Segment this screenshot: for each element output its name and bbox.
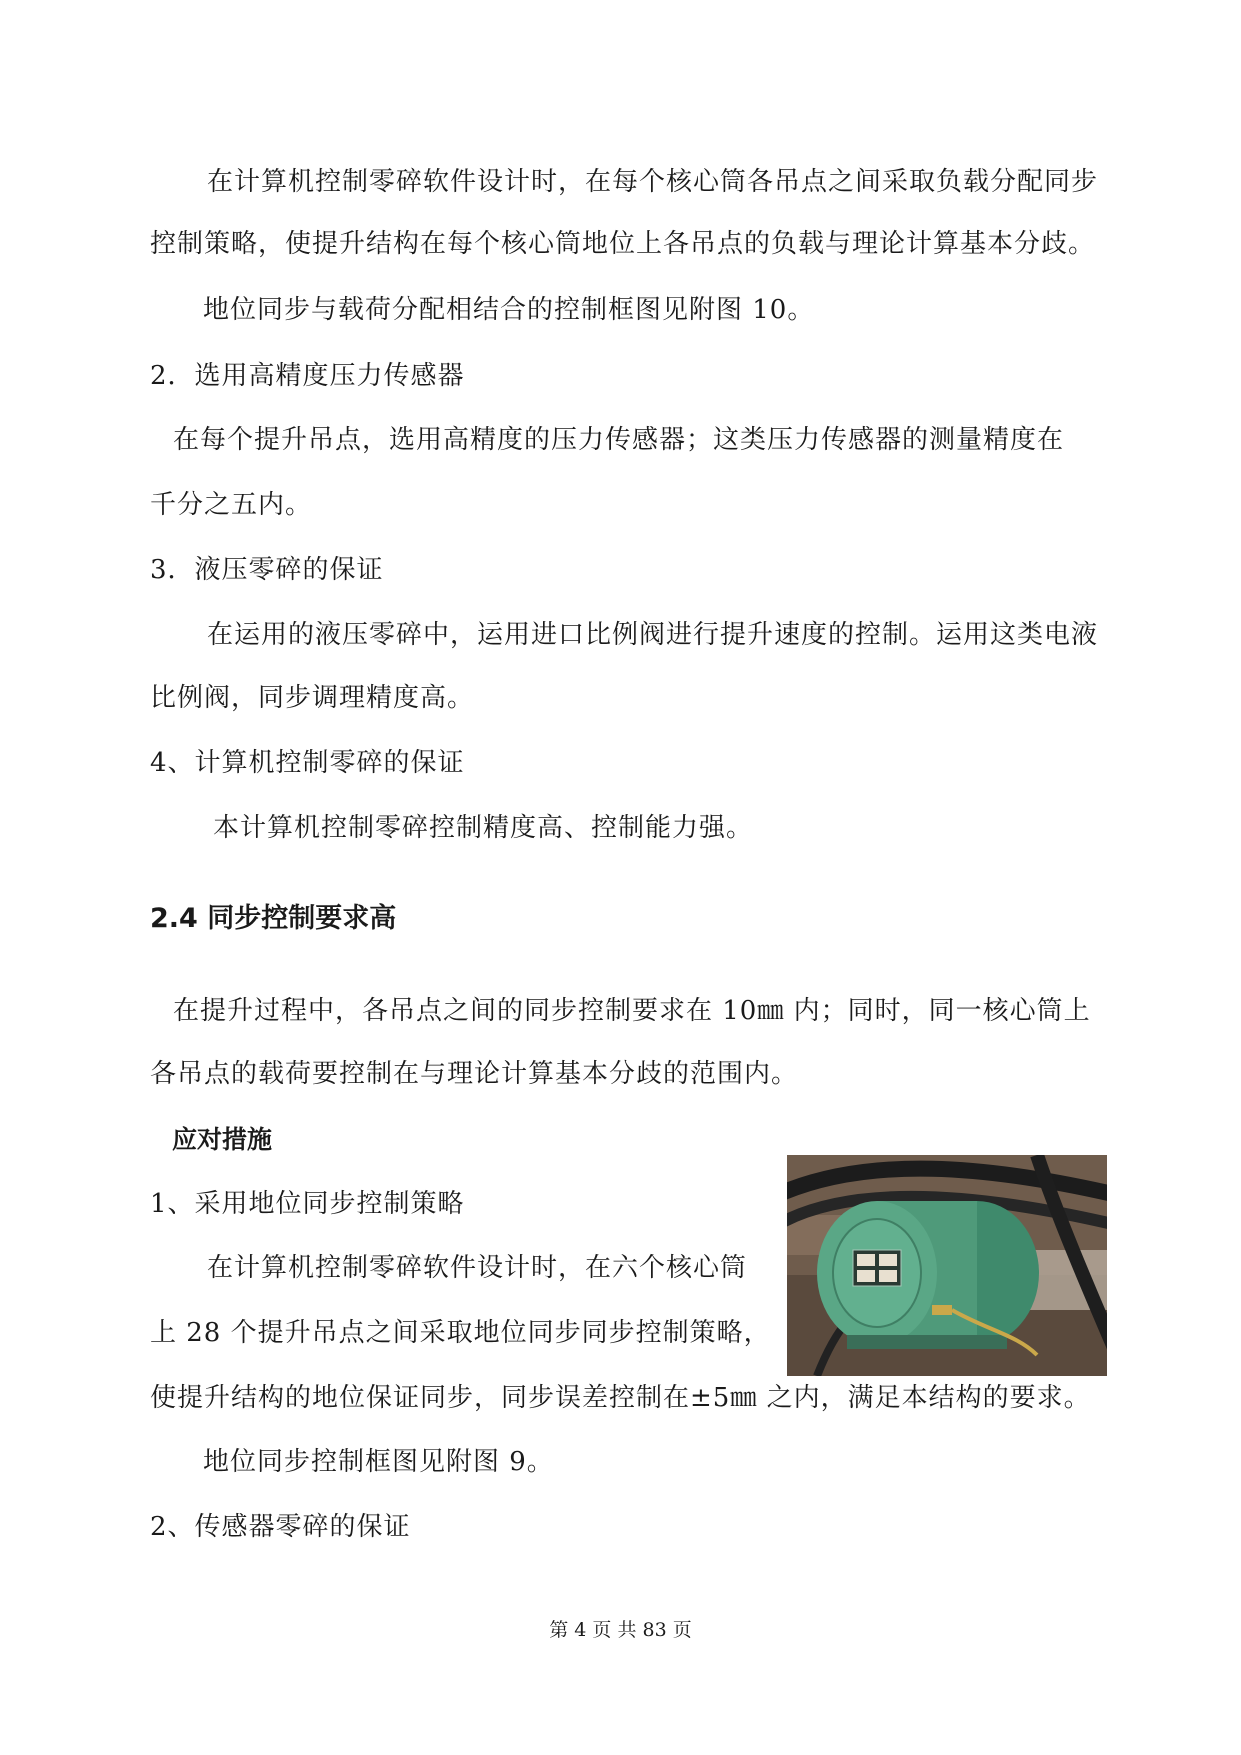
subheading: 应对措施 (172, 1125, 273, 1154)
paragraph-line: 在计算机控制零碎软件设计时，在每个核心筒各吊点之间采取负载分配同步 (207, 167, 1099, 197)
paragraph-line: 在提升过程中，各吊点之间的同步控制要求在 10㎜ 内；同时，同一核心筒上 (173, 996, 1091, 1026)
pressure-sensor-photo (787, 1155, 1107, 1376)
section-heading: 2.4 同步控制要求高 (150, 903, 397, 934)
list-item-title: 4、计算机控制零碎的保证 (150, 748, 465, 778)
paragraph-line: 各吊点的载荷要控制在与理论计算基本分歧的范围内。 (150, 1059, 799, 1089)
paragraph-line: 比例阀，同步调理精度高。 (150, 683, 475, 713)
list-item-title: 1、采用地位同步控制策略 (150, 1189, 465, 1219)
paragraph-line: 地位同步与载荷分配相结合的控制框图见附图 10。 (203, 295, 815, 325)
paragraph-line: 在每个提升吊点，选用高精度的压力传感器；这类压力传感器的测量精度在 (173, 425, 1065, 455)
paragraph-line: 在计算机控制零碎软件设计时，在六个核心筒 (207, 1253, 748, 1283)
paragraph-line: 在运用的液压零碎中，运用进口比例阀进行提升速度的控制。运用这类电液 (207, 620, 1099, 650)
list-item-title: 2．选用高精度压力传感器 (150, 361, 465, 391)
list-item-title: 3．液压零碎的保证 (150, 555, 384, 585)
page-footer: 第 4 页 共 83 页 (549, 1619, 692, 1641)
paragraph-line: 使提升结构的地位保证同步，同步误差控制在±5㎜ 之内，满足本结构的要求。 (150, 1383, 1091, 1413)
paragraph-line: 控制策略，使提升结构在每个核心筒地位上各吊点的负载与理论计算基本分歧。 (150, 229, 1096, 259)
paragraph-line: 千分之五内。 (150, 490, 313, 520)
paragraph-line: 本计算机控制零碎控制精度高、控制能力强。 (213, 813, 754, 843)
list-item-title: 2、传感器零碎的保证 (150, 1512, 411, 1542)
paragraph-line: 上 28 个提升吊点之间采取地位同步同步控制策略， (150, 1318, 771, 1348)
paragraph-line: 地位同步控制框图见附图 9。 (203, 1447, 554, 1477)
